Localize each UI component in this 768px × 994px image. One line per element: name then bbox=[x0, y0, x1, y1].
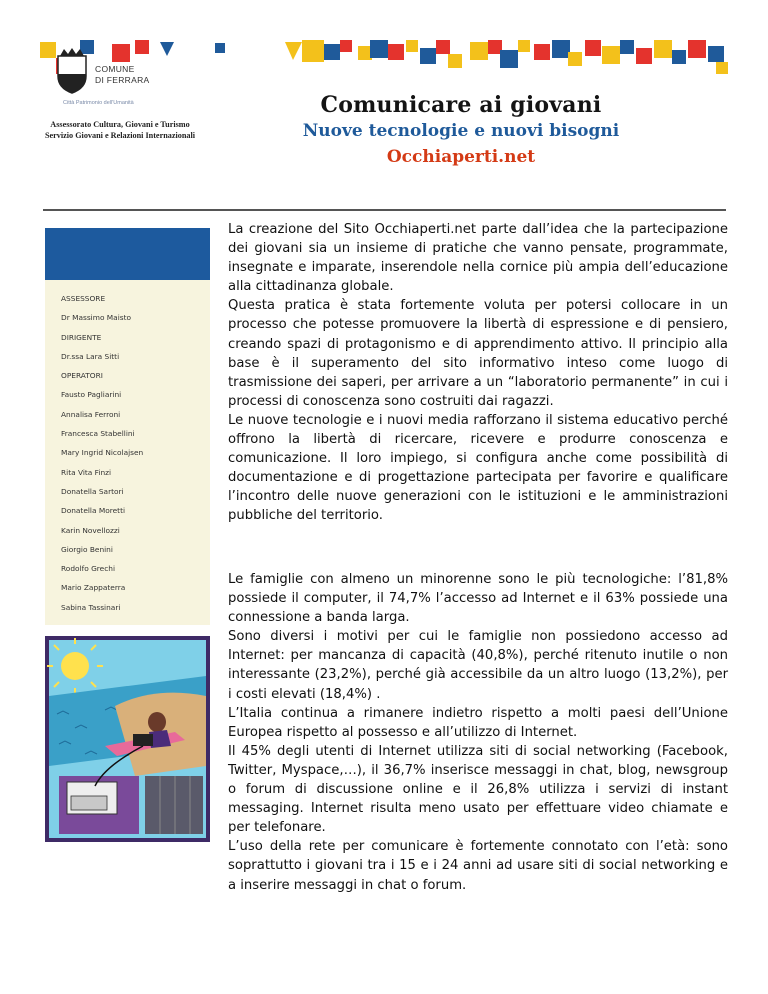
staff-item: Rodolfo Grechi bbox=[61, 564, 116, 574]
staff-item: Mario Zappaterra bbox=[61, 583, 126, 593]
staff-item: Fausto Pagliarini bbox=[61, 390, 122, 400]
staff-item: Donatella Sartori bbox=[61, 486, 124, 496]
sidebar-band bbox=[45, 228, 210, 280]
staff-item: Rita Vita Finzi bbox=[61, 467, 112, 477]
intro-section bbox=[228, 220, 728, 526]
paragraph: Le famiglie con almeno un minorenne sono le più tecnologiche: l’81,8% possiede il computer, il 74,7% l’accesso ad Internet e il 63% possiede una connessione a banda larga. bbox=[228, 572, 728, 626]
staff-item: Donatella Moretti bbox=[61, 506, 126, 516]
paragraph: La creazione del Sito Occhiaperti.net parte dall’idea che la partecipazione dei giovani sia un insieme di pratiche che vanno pensate, programmate, insegnate e imparate, inserendole nella cornice più ampia dell’educazione alla cittadinanza globale. bbox=[228, 222, 728, 295]
staff-item: Karin Novellozzi bbox=[61, 525, 120, 535]
staff-item: OPERATORI bbox=[61, 371, 103, 381]
paragraph: L’uso della rete per comunicare è fortemente connotato con l’età: sono soprattutto i giovani tra i 15 e i 24 anni ad usare siti di social networking e a inserire messaggi in chat o forum. bbox=[228, 839, 728, 893]
staff-item: ASSESSORE bbox=[61, 294, 106, 303]
beach-laptop-illustration bbox=[45, 636, 210, 842]
staff-item: Mary Ingrid Nicolajsen bbox=[61, 448, 144, 458]
department-label: Assessorato Cultura, Giovani e Turismo Servizio Giovani e Relazioni Internazionali bbox=[44, 120, 196, 140]
header-divider bbox=[43, 209, 726, 211]
paragraph: L’Italia continua a rimanere indietro rispetto a molti paesi dell’Unione Europea rispetto al possesso e all’utilizzo di Internet. bbox=[228, 705, 728, 740]
logo-tagline: Città Patrimonio dell'Umanità bbox=[63, 100, 134, 106]
staff-item: Giorgio Benini bbox=[61, 544, 113, 554]
staff-item: Dr.ssa Lara Sitti bbox=[61, 351, 120, 361]
staff-item: DIRIGENTE bbox=[61, 332, 102, 342]
statistics-section bbox=[228, 570, 728, 895]
staff-item: Annalisa Ferroni bbox=[61, 409, 121, 419]
staff-item: Dr Massimo Maisto bbox=[61, 313, 132, 323]
logo-name: COMUNE DI FERRARA bbox=[95, 64, 150, 85]
staff-item: Sabina Tassinari bbox=[61, 602, 121, 612]
site-name: Occhiaperti.net bbox=[386, 147, 536, 167]
comune-di-ferrara-logo bbox=[55, 48, 175, 106]
staff-sidebar bbox=[45, 228, 210, 625]
ferrara-shield-icon bbox=[55, 48, 89, 94]
paragraph: Le nuove tecnologie e i nuovi media rafforzano il sistema educativo perché offrono la libertà di ricercare, ricevere e produrre conoscenza e comunicazione. Il loro impiego, si configura anche come possibilità di documentazione e di progettazione partecipata per favorire e qualificare l’incontro delle nuove generazioni con le istituzioni e le amministrazioni pubbliche del territorio. bbox=[228, 412, 728, 524]
page-subtitle: Nuove tecnologie e nuovi bisogni bbox=[302, 121, 620, 141]
paragraph: Questa pratica è stata fortemente voluta per potersi collocare in un processo che potesse promuovere la libertà di espressione e di pensiero, creando spazi di protagonismo e di apprendimento attivo. Il principio alla base è il superamento del sito informativo inteso come luogo di trasmissione dei saperi, per arrivare a un “laboratorio permanente” in cui i processi di conoscenza sono costruiti dai ragazzi. bbox=[228, 298, 728, 409]
staff-item: Francesca Stabellini bbox=[61, 429, 135, 439]
paragraph: Il 45% degli utenti di Internet utilizza siti di social networking (Facebook, Twitter, Myspace,…), il 36,7% inserisce messaggi in chat, blog, newsgroup o forum di discussione online e il 26,8% utilizza i servizi di instant messaging. Internet risulta meno usato per effettuare video chiamate e per telefonare. bbox=[228, 743, 728, 836]
staff-list bbox=[61, 294, 143, 622]
paragraph: Sono diversi i motivi per cui le famiglie non possiedono accesso ad Internet: per mancanza di capacità (40,8%), perché ritenuto inutile o non interessante (23,2%), perché già accessibile da un altro luogo (13,2%), per i costi elevati (18,4%) . bbox=[228, 629, 728, 702]
page-title: Comunicare ai giovani bbox=[320, 92, 602, 118]
